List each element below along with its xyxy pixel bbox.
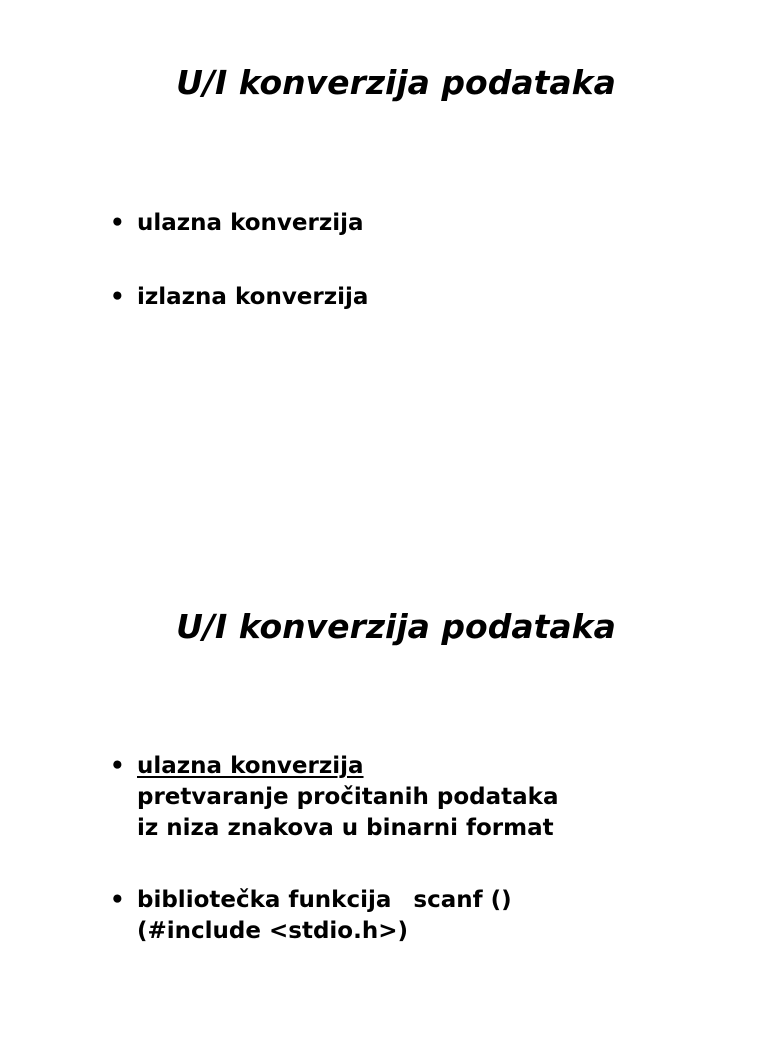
slide-title: U/I konverzija podataka — [176, 63, 616, 102]
bullet-item — [110, 885, 512, 947]
bullet-marker: • — [110, 210, 125, 236]
bullet-item — [110, 282, 368, 313]
slide-1 — [0, 0, 768, 512]
slide-2 — [0, 544, 768, 1056]
bullet-text: ulazna konverzija — [137, 210, 364, 236]
bullet-heading: ulazna konverzija — [137, 753, 364, 779]
bullet-line: pretvaranje pročitanih podataka — [137, 784, 559, 810]
bullet-marker: • — [110, 753, 125, 779]
bullet-label: bibliotečka funkcija — [137, 887, 392, 913]
bullet-line: iz niza znakova u binarni format — [137, 815, 554, 841]
bullet-item — [110, 208, 364, 239]
slide-title: U/I konverzija podataka — [176, 607, 616, 646]
bullet-marker: • — [110, 887, 125, 913]
bullet-item — [110, 751, 559, 844]
bullet-marker: • — [110, 284, 125, 310]
function-name: scanf () — [413, 887, 512, 913]
bullet-text: izlazna konverzija — [137, 284, 369, 310]
include-directive: (#include <stdio.h>) — [137, 918, 409, 944]
